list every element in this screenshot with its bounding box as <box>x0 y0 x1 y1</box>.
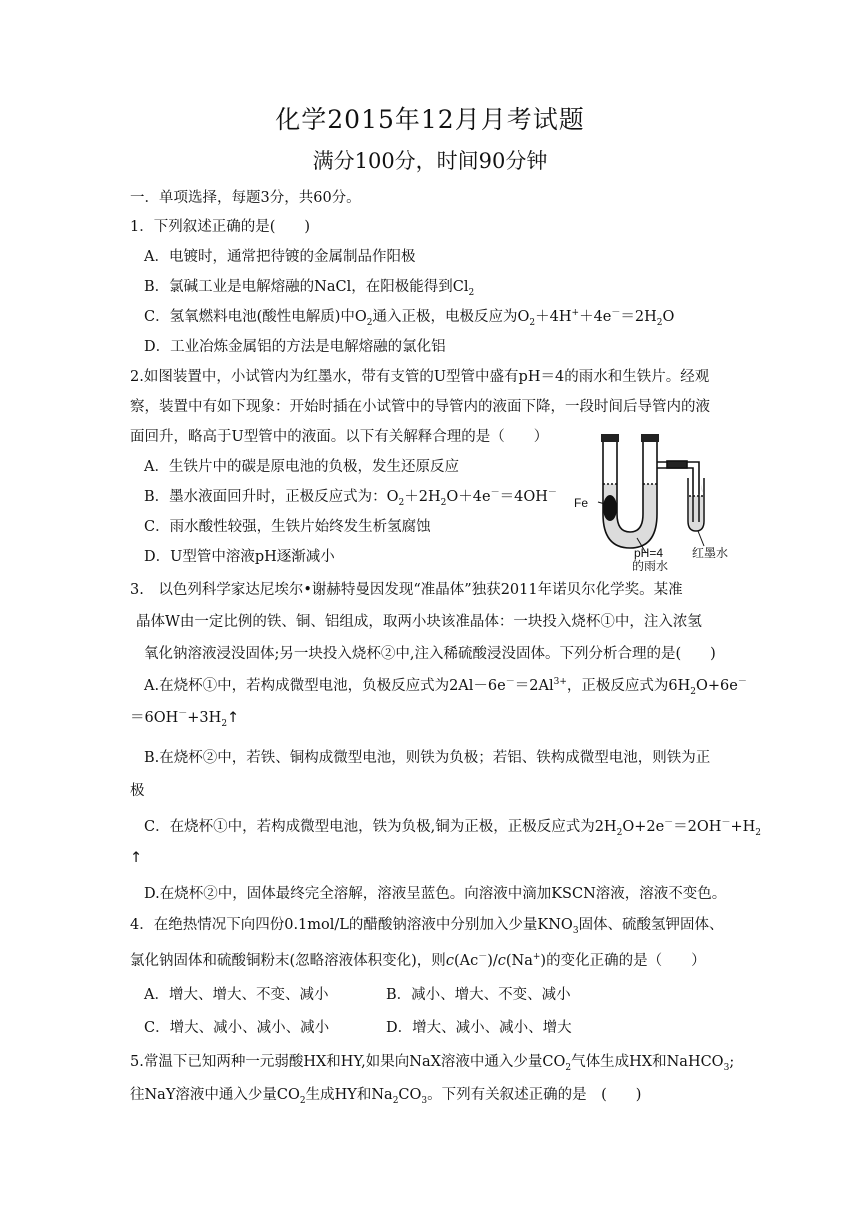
q4-option-a: A．增大、增大、不变、减小 <box>144 987 329 1003</box>
q3-stem-line-1: 3. 以色列科学家达尼埃尔•谢赫特曼因发现“准晶体”独获2011年诺贝尔化学奖。某准 <box>130 582 683 598</box>
iron-label: Fe <box>574 496 589 510</box>
q1-stem: 1．下列叙述正确的是( ) <box>130 219 311 235</box>
q4-option-d: D．增大、减小、减小、增大 <box>386 1020 572 1036</box>
q2-option-c: C．雨水酸性较强，生铁片始终发生析氢腐蚀 <box>144 519 431 535</box>
q1-option-a: A．电镀时，通常把待镀的金属制品作阳极 <box>144 249 416 265</box>
q4-option-b: B．减小、增大、不变、减小 <box>386 987 571 1003</box>
q2-option-d: D．U型管中溶液pH逐渐减小 <box>144 549 335 565</box>
iron-sheet <box>603 495 617 521</box>
q3-option-b: B.在烧杯②中，若铁、铜构成微型电池，则铁为负极；若铝、铁构成微型电池，则铁为正 <box>144 750 711 766</box>
q2-stem-line-3: 面回升，略高于U型管中的液面。以下有关解释合理的是（ ） <box>130 429 549 445</box>
q1-option-c: C．氢氧燃料电池(酸性电解质)中$O_2$通入正极，电极反应为$O_2+4H^++4e^-=2H_2O$ <box>144 308 675 328</box>
q3-option-c: C．在烧杯①中，若构成微型电池，铁为负极,铜为正极，正极反应式为$2H_2O+2e^-=2OH^-+H_2$ <box>144 818 761 838</box>
q2-stem-line-1: 2.如图装置中，小试管内为红墨水，带有支管的U型管中盛有pH＝4的雨水和生铁片。经观 <box>130 369 710 385</box>
section-heading: 一．单项选择，每题3分，共60分。 <box>130 190 361 206</box>
exam-subtitle: 满分100分，时间90分钟 <box>312 149 548 173</box>
q3-stem-line-2: 晶体W由一定比例的铁、铜、铝组成，取两小块该准晶体：一块投入烧杯①中，注入浓氢 <box>136 614 702 630</box>
q2-option-b: B．墨水液面回升时，正极反应式为：$O_2+2H_2O+4e^-=4OH^-$ <box>144 488 557 508</box>
q5-stem-line-2: 往NaY溶液中通入少量$CO_2$生成HY和$Na_2CO_3$。下列有关叙述正确的是 ( ) <box>130 1087 642 1106</box>
q5-stem-line-1: 5.常温下已知两种一元弱酸HX和HY,如果向NaX溶液中通入少量$CO_2$气体生成HX和NaHCO$_3$; <box>130 1054 735 1073</box>
q3-option-b-cont: 极 <box>130 783 145 799</box>
q3-option-a-cont: $=6OH^-+3H_2↑$ <box>130 709 240 729</box>
q4-stem-line-2: 氯化钠固体和硫酸铜粉末(忽略溶液体积变化)，则c(Ac－)/c(Na+)的变化正确的是（ ） <box>130 952 706 969</box>
side-tube <box>657 461 699 494</box>
q4-option-c: C．增大、减小、减小、减小 <box>144 1020 330 1036</box>
small-test-tube <box>688 478 704 531</box>
q1-option-d: D．工业冶炼金属铝的方法是电解熔融的氯化铝 <box>144 339 446 355</box>
q4-stem-line-1: 4．在绝热情况下向四份0.1mol/L的醋酸钠溶液中分别加入少量$KNO_3$固体、硫酸氢钾固体、 <box>130 917 724 936</box>
red-ink-label: 红墨水 <box>692 546 729 560</box>
q3-option-a: A.在烧杯①中，若构成微型电池，负极反应式为$2Al-6e^-=2Al^{3+}$，正极反应式为$6H_2O+6e^-$ <box>144 677 747 697</box>
q3-stem-line-3: 氧化钠溶液浸没固体;另一块投入烧杯②中,注入稀硫酸浸没固体。下列分析合理的是( ) <box>144 646 716 662</box>
exam-title: 化学2015年12月月考试题 <box>275 105 585 134</box>
q2-stem-line-2: 察，装置中有如下现象：开始时插在小试管中的导管内的液面下降，一段时间后导管内的液 <box>130 399 710 415</box>
rubber-stoppers <box>601 434 659 442</box>
ph-label: pH=4 <box>634 546 664 560</box>
q3-option-c-cont: ↑ <box>130 850 143 866</box>
u-tube <box>603 442 657 548</box>
u-tube-apparatus-figure <box>572 426 772 571</box>
q3-option-d: D.在烧杯②中，固体最终完全溶解，溶液呈蓝色。向溶液中滴加KSCN溶液，溶液不变色。 <box>144 886 727 902</box>
q2-option-a: A．生铁片中的碳是原电池的负极，发生还原反应 <box>144 459 459 475</box>
rainwater-label: 的雨水 <box>632 559 669 571</box>
q1-option-b: B．氯碱工业是电解熔融的NaCl，在阳极能得到$Cl_2$ <box>144 279 475 298</box>
